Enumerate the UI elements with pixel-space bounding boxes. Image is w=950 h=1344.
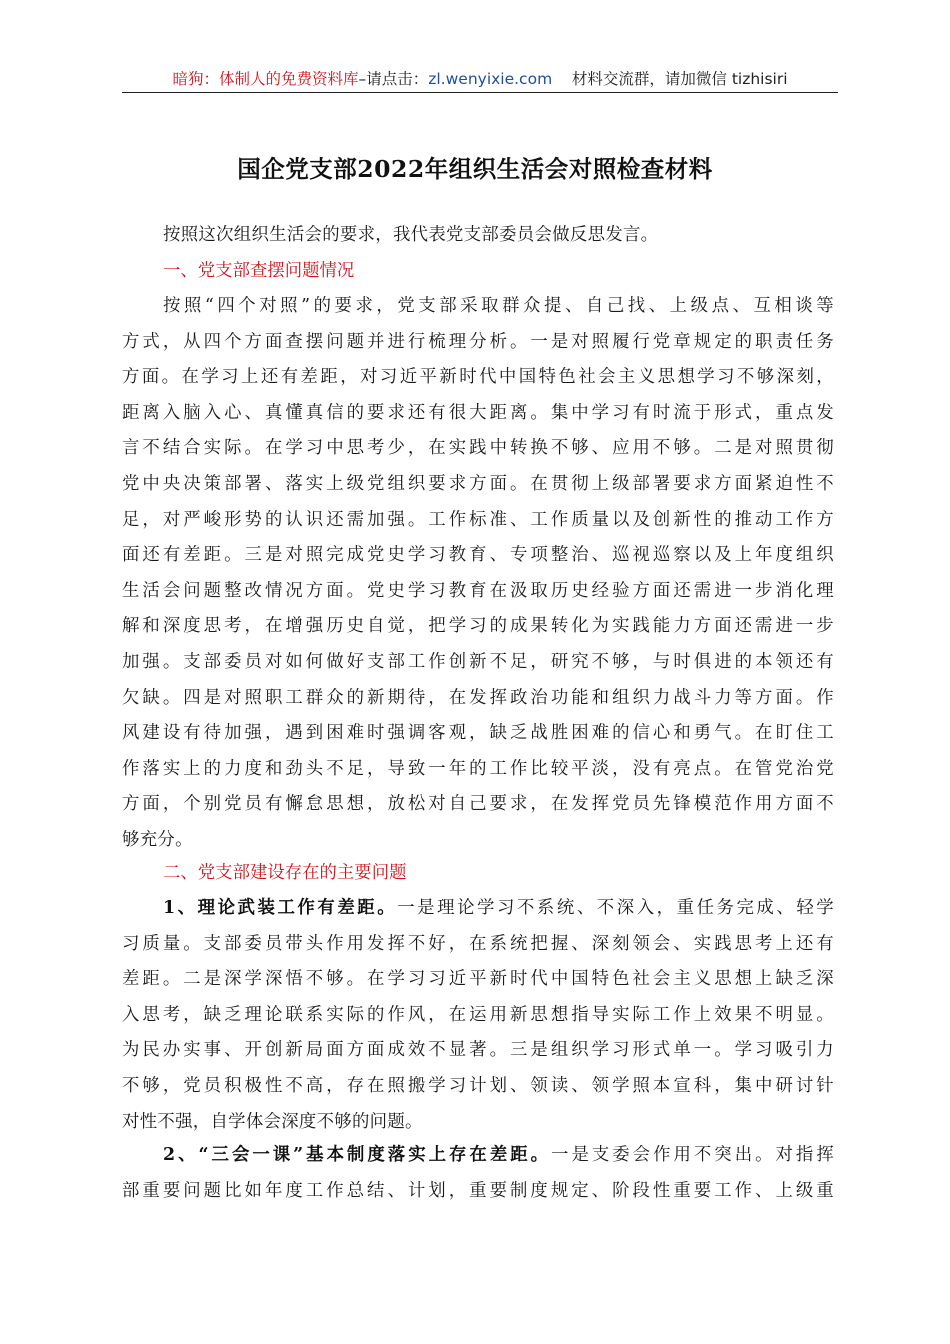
section2-heading: 二、党支部建设存在的主要问题 xyxy=(163,863,407,883)
text-line: 方面。在学习上还有差距，对习近平新时代中国特色社会主义思想学习不够深刻， xyxy=(122,367,834,388)
item2-paragraph xyxy=(122,1138,834,1209)
text-line: 言不结合实际。在学习中思考少，在实践中转换不够、应用不够。二是对照贯彻 xyxy=(122,438,834,459)
text-line: 部重要问题比如年度工作总结、计划，重要制度规定、阶段性重要工作、上级重 xyxy=(122,1180,834,1201)
text-line: 不够，党员积极性不高，存在照搬学习计划、领读、领学照本宣科，集中研讨针 xyxy=(122,1075,834,1096)
item1-first-line xyxy=(122,891,834,927)
text-line: 面还有差距。三是对照完成党史学习教育、专项整治、巡视巡察以及上年度组织 xyxy=(122,545,834,566)
text-line: 方式，从四个方面查摆问题并进行梳理分析。一是对照履行党章规定的职责任务 xyxy=(122,331,834,352)
text-line: 够充分。 xyxy=(122,829,193,850)
contact-info: 材料交流群，请加微信 tizhisiri xyxy=(571,70,788,88)
item2-heading: 2、“三会一课”基本制度落实上存在差距。 xyxy=(163,1145,552,1165)
intro-line: 按照这次组织生活会的要求，我代表党支部委员会做反思发言。 xyxy=(163,225,659,245)
text-line: 为民办实事、开创新局面方面成效不显著。三是组织学习形式单一。学习吸引力 xyxy=(122,1040,834,1061)
section1-paragraph xyxy=(122,289,834,859)
text-line: 按照“四个对照”的要求，党支部采取群众提、自己找、上级点、互相谈等 xyxy=(163,296,834,316)
text-line: 欠缺。四是对照职工群众的新期待，在发挥政治功能和组织力战斗力等方面。作 xyxy=(122,687,834,708)
text-line: 生活会问题整改情况方面。党史学习教育在汲取历史经验方面还需进一步消化理 xyxy=(122,580,834,601)
page-header xyxy=(122,66,838,93)
text-line: 习质量。支部委员带头作用发挥不好，在系统把握、深刻领会、实践思考上还有 xyxy=(122,933,834,954)
text-line: 党中央决策部署、落实上级党组织要求方面。在贯彻上级部署要求方面紧迫性不 xyxy=(122,473,834,494)
text-line: 足，对严峻形势的认识还需加强。工作标准、工作质量以及创新性的推动工作方 xyxy=(122,509,834,530)
text-line: 对性不强，自学体会深度不够的问题。 xyxy=(122,1111,423,1132)
document-title: 国企党支部2022年组织生活会对照检查材料 xyxy=(237,155,713,183)
text-line: 作落实上的力度和劲头不足，导致一年的工作比较平淡，没有亮点。在管党治党 xyxy=(122,758,834,779)
text-line: 距离入脑入心、真懂真信的要求还有很大距离。集中学习有时流于形式，重点发 xyxy=(122,402,834,423)
text-line: 入思考，缺乏理论联系实际的作风，在运用新思想指导实际工作上效果不明显。 xyxy=(122,1004,834,1025)
text-line: 方面，个别党员有懈怠思想，放松对自己要求，在发挥党员先锋模范作用方面不 xyxy=(122,794,834,815)
click-prompt: –请点击： xyxy=(358,70,429,88)
section1-heading: 一、党支部查摆问题情况 xyxy=(163,261,355,281)
item1-first-text: 一是理论学习不系统、不深入，重任务完成、轻学 xyxy=(397,898,834,918)
item2-first-line xyxy=(122,1138,834,1174)
item1-heading: 1、理论武装工作有差距。 xyxy=(163,898,398,918)
item2-first-text: 一是支委会作用不突出。对指挥 xyxy=(551,1145,835,1165)
text-line: 加强。支部委员对如何做好支部工作创新不足，研究不够，与时俱进的本领还有 xyxy=(122,651,834,672)
site-name-link[interactable]: 暗狗：体制人的免费资料库 xyxy=(172,70,359,88)
text-line: 差距。二是深学深悟不够。在学习习近平新时代中国特色社会主义思想上缺乏深 xyxy=(122,969,834,990)
text-line: 风建设有待加强，遇到困难时强调客观，缺乏战胜困难的信心和勇气。在盯住工 xyxy=(122,723,834,744)
intro-paragraph xyxy=(122,218,834,254)
text-line: 解和深度思考，在增强历史自觉，把学习的成果转化为实践能力方面还需进一步 xyxy=(122,616,834,637)
site-url-link[interactable]: zl.wenyixie.com xyxy=(428,70,553,88)
item1-paragraph xyxy=(122,891,834,1140)
